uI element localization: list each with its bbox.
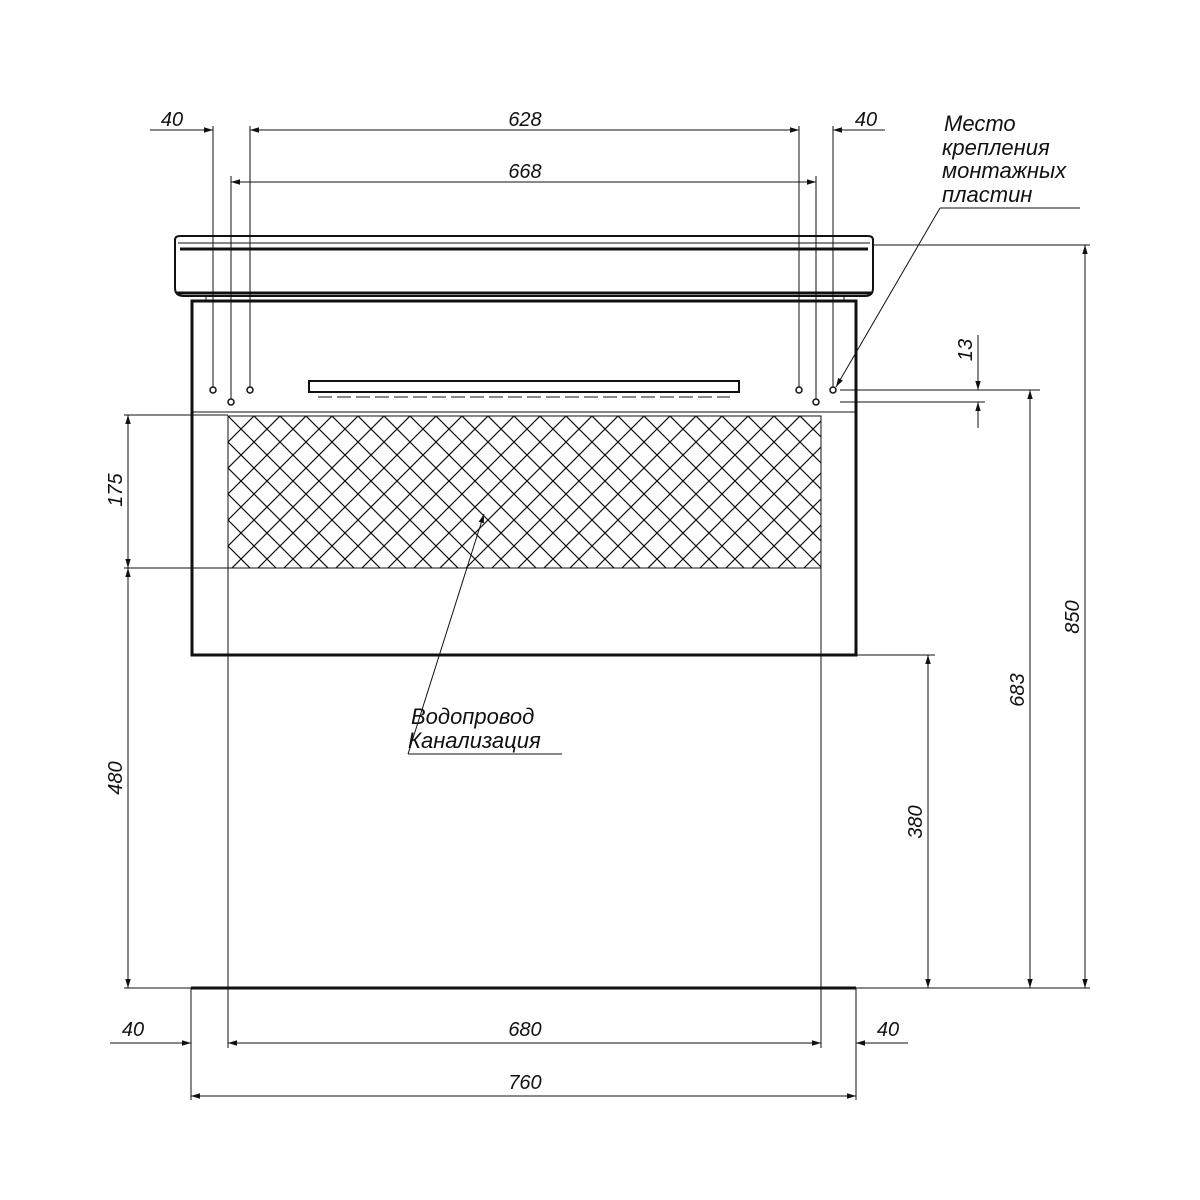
utility-cutout bbox=[228, 416, 821, 568]
mount-hole bbox=[210, 387, 216, 393]
dim-holes-to-floor: 683 bbox=[1007, 673, 1029, 707]
dimension-lines bbox=[110, 130, 1085, 1096]
note-mount-line1: Место bbox=[944, 111, 1016, 136]
note-mount-line3: монтажных bbox=[942, 158, 1067, 183]
dim-top-outer-span: 668 bbox=[508, 161, 542, 183]
note-mount-line4: пластин bbox=[942, 182, 1033, 207]
mount-hole bbox=[247, 387, 253, 393]
dim-bottom-left-offset: 40 bbox=[121, 1019, 145, 1041]
mount-hole bbox=[228, 399, 234, 405]
note-utilities-line1: Водопровод bbox=[411, 704, 535, 729]
dim-bottom-inner-width: 680 bbox=[508, 1019, 542, 1041]
dim-top-inner-span: 628 bbox=[508, 109, 542, 131]
extension-lines bbox=[121, 126, 1090, 1100]
note-mount-line2: крепления bbox=[942, 135, 1050, 160]
dim-bottom-right-offset: 40 bbox=[876, 1019, 900, 1041]
dim-cabinet-bottom-to-floor: 380 bbox=[905, 805, 927, 839]
dim-cutout-to-floor: 480 bbox=[105, 761, 127, 795]
mounting-holes bbox=[210, 387, 836, 405]
note-utilities-line2: Канализация bbox=[408, 728, 541, 753]
dim-top-left-offset: 40 bbox=[160, 109, 184, 131]
mount-hole bbox=[830, 387, 836, 393]
dim-top-right-offset: 40 bbox=[854, 109, 878, 131]
basin-top bbox=[175, 236, 873, 301]
mount-hole bbox=[813, 399, 819, 405]
dim-total-height: 850 bbox=[1062, 600, 1084, 634]
dim-hole-drop: 13 bbox=[955, 338, 977, 362]
drawer-handle bbox=[309, 381, 739, 397]
mount-hole bbox=[796, 387, 802, 393]
dim-total-width: 760 bbox=[508, 1072, 542, 1094]
dim-cutout-height: 175 bbox=[105, 473, 127, 507]
